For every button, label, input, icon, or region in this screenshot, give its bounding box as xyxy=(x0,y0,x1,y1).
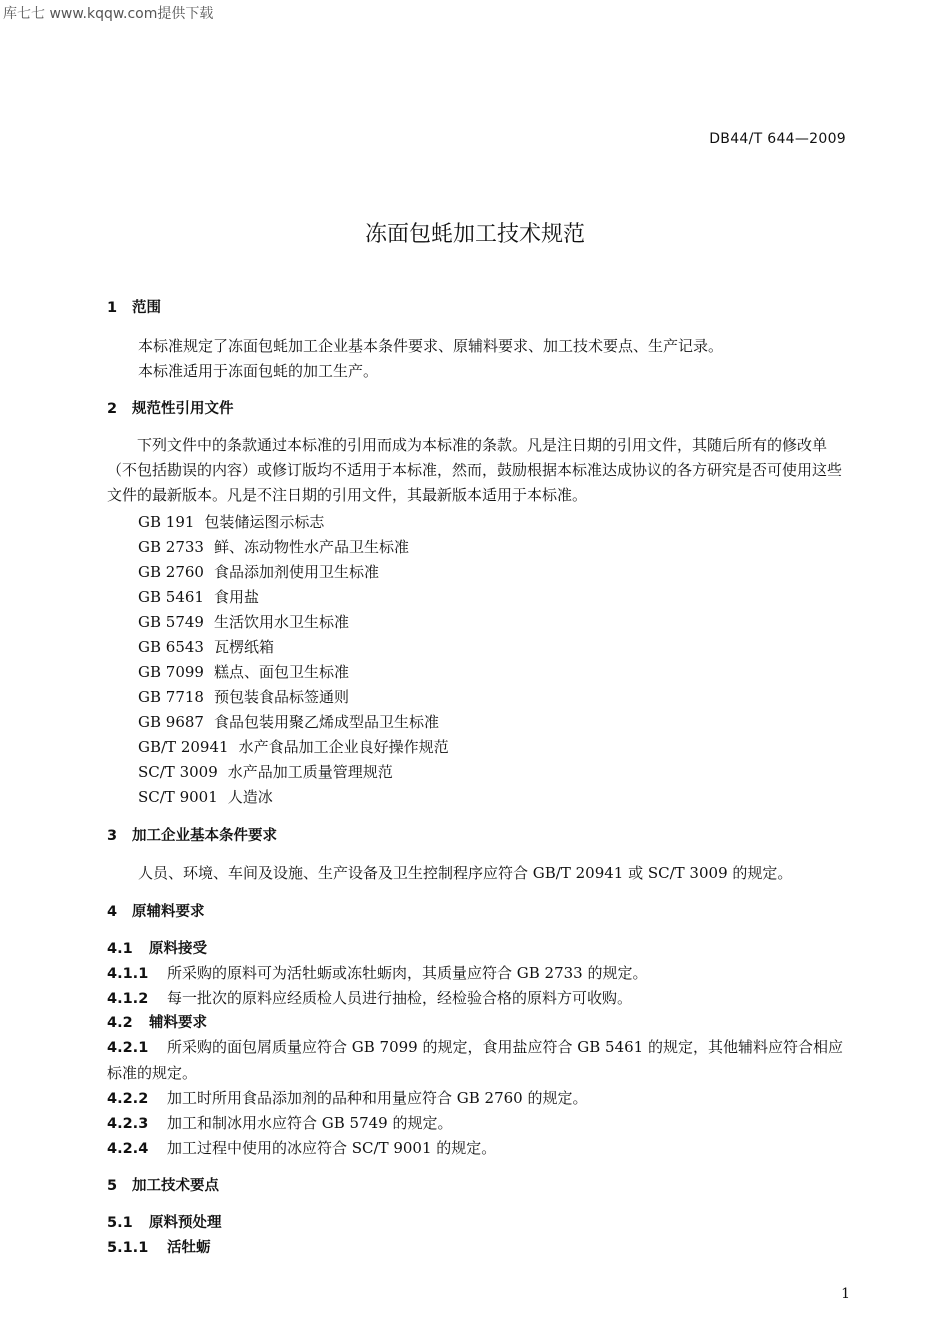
section-5-heading xyxy=(107,1176,219,1196)
clause xyxy=(107,988,632,1009)
clause-number: 4.2.4 xyxy=(107,1141,149,1157)
reference-code: GB 5461 xyxy=(138,588,204,606)
subsection-number: 5.1 xyxy=(107,1215,133,1231)
clause xyxy=(107,1113,453,1134)
subsection-heading xyxy=(107,1238,211,1258)
reference-code: GB 191 xyxy=(138,513,195,531)
page-title: 冻面包蚝加工技术规范 xyxy=(364,222,585,247)
clause-text: 加工过程中使用的冰应符合 SC/T 9001 的规定。 xyxy=(167,1139,497,1157)
paragraph: 本标准规定了冻面包蚝加工企业基本条件要求、原辅料要求、加工技术要点、生产记录。 xyxy=(138,337,724,355)
section-title: 加工企业基本条件要求 xyxy=(132,828,277,844)
reference-item xyxy=(138,612,349,632)
watermark-text: 库七七 www.kqqw.com提供下载 xyxy=(3,6,214,22)
subsection-number: 5.1.1 xyxy=(107,1240,149,1256)
clause xyxy=(107,1138,496,1159)
reference-code: GB 6543 xyxy=(138,638,204,656)
reference-item xyxy=(138,787,273,807)
reference-title: 食品添加剂使用卫生标准 xyxy=(213,563,379,581)
page-number: 1 xyxy=(841,1286,850,1302)
reference-code: GB 2760 xyxy=(138,563,204,581)
reference-title: 水产食品加工企业良好操作规范 xyxy=(238,738,449,756)
subsection-heading xyxy=(107,939,207,959)
section-number: 1 xyxy=(107,300,118,316)
reference-item xyxy=(138,762,393,782)
reference-item xyxy=(138,587,259,607)
subsection-number: 4.2 xyxy=(107,1015,133,1031)
clause-number: 4.1.2 xyxy=(107,991,149,1007)
subsection-title: 原料接受 xyxy=(149,941,207,957)
subsection-heading xyxy=(107,1213,222,1233)
reference-item xyxy=(138,512,324,532)
section-2-heading xyxy=(107,399,234,419)
reference-code: GB 2733 xyxy=(138,538,204,556)
reference-title: 糕点、面包卫生标准 xyxy=(213,663,349,681)
reference-code: SC/T 3009 xyxy=(138,763,218,781)
section-title: 加工技术要点 xyxy=(132,1178,219,1194)
section-number: 5 xyxy=(107,1178,118,1194)
clause-text: 加工时所用食品添加剂的品种和用量应符合 GB 2760 的规定。 xyxy=(167,1089,588,1107)
section-4-heading xyxy=(107,902,205,922)
reference-code: GB 9687 xyxy=(138,713,204,731)
section-number: 4 xyxy=(107,904,118,920)
reference-item xyxy=(138,687,349,707)
clause-number: 4.2.3 xyxy=(107,1116,149,1132)
document-number: DB44/T 644—2009 xyxy=(709,131,846,147)
reference-item xyxy=(138,662,349,682)
reference-title: 预包装食品标签通则 xyxy=(213,688,349,706)
reference-title: 食用盐 xyxy=(213,588,259,606)
reference-item xyxy=(138,537,409,557)
section-title: 规范性引用文件 xyxy=(132,401,234,417)
normative-references-intro xyxy=(107,433,850,508)
reference-code: GB/T 20941 xyxy=(138,738,229,756)
reference-code: SC/T 9001 xyxy=(138,788,218,806)
reference-title: 生活饮用水卫生标准 xyxy=(213,613,349,631)
section-3-heading xyxy=(107,826,277,846)
reference-title: 包装储运图示标志 xyxy=(204,513,325,531)
reference-item xyxy=(138,712,439,732)
clause-number: 4.1.1 xyxy=(107,966,149,982)
section-title: 范围 xyxy=(132,300,161,316)
paragraph: 本标准适用于冻面包蚝的加工生产。 xyxy=(138,362,379,380)
clause-text: 所采购的面包屑质量应符合 GB 7099 的规定，食用盐应符合 GB 5461 的规定，其他辅料应符合相应标准的规定。 xyxy=(107,1038,843,1082)
subsection-title: 原料预处理 xyxy=(149,1215,222,1231)
clause-number: 4.2.1 xyxy=(107,1040,149,1056)
section-1-heading xyxy=(107,298,161,318)
reference-code: GB 5749 xyxy=(138,613,204,631)
reference-title: 水产品加工质量管理规范 xyxy=(227,763,393,781)
paragraph: 下列文件中的条款通过本标准的引用而成为本标准的条款。凡是注日期的引用文件，其随后所有的修改单（不包括勘误的内容）或修订版均不适用于本标准，然而，鼓励根据本标准达成协议的各方研究是否可使用这些文件的最新版本。凡是不注日期的引用文件，其最新版本适用于本标准。 xyxy=(107,436,843,504)
reference-title: 食品包装用聚乙烯成型品卫生标准 xyxy=(213,713,439,731)
reference-code: GB 7099 xyxy=(138,663,204,681)
reference-title: 人造冰 xyxy=(227,788,273,806)
subsection-title: 辅料要求 xyxy=(149,1015,207,1031)
subsection-title: 活牡蛎 xyxy=(167,1240,211,1256)
reference-code: GB 7718 xyxy=(138,688,204,706)
reference-item xyxy=(138,637,274,657)
clause-text: 所采购的原料可为活牡蛎或冻牡蛎肉，其质量应符合 GB 2733 的规定。 xyxy=(167,964,648,982)
subsection-number: 4.1 xyxy=(107,941,133,957)
clause-number: 4.2.2 xyxy=(107,1091,149,1107)
clause xyxy=(107,1035,850,1086)
reference-item xyxy=(138,737,449,757)
clause xyxy=(107,1088,588,1109)
reference-item xyxy=(138,562,379,582)
paragraph: 人员、环境、车间及设施、生产设备及卫生控制程序应符合 GB/T 20941 或 SC/T 3009 的规定。 xyxy=(138,864,793,882)
clause xyxy=(107,963,648,984)
section-number: 3 xyxy=(107,828,118,844)
section-number: 2 xyxy=(107,401,118,417)
subsection-heading xyxy=(107,1013,207,1033)
clause-text: 每一批次的原料应经质检人员进行抽检，经检验合格的原料方可收购。 xyxy=(167,989,633,1007)
section-title: 原辅料要求 xyxy=(132,904,205,920)
reference-title: 瓦楞纸箱 xyxy=(213,638,274,656)
clause-text: 加工和制冰用水应符合 GB 5749 的规定。 xyxy=(167,1114,453,1132)
reference-title: 鲜、冻动物性水产品卫生标准 xyxy=(213,538,409,556)
